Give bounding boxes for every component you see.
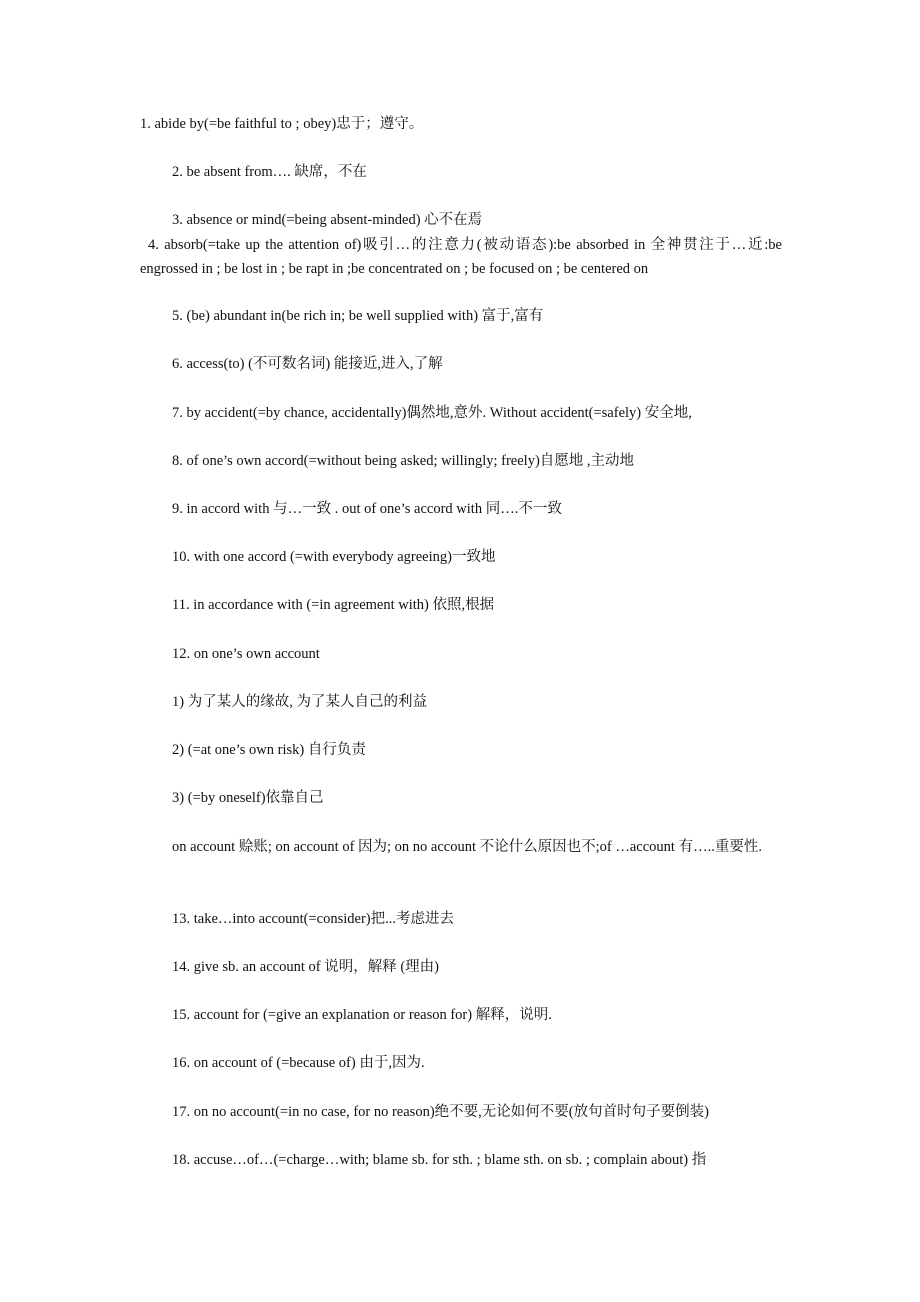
entry-7: 7. by accident(=by chance, accidentally)偶然地,意外. Without accident(=safely) 安全地,: [172, 405, 692, 421]
entry-12-sub-1: 1) 为了某人的缘故, 为了某人自己的利益: [172, 694, 427, 710]
entry-2: 2. be absent from…. 缺席，不在: [172, 164, 367, 180]
entry-15: 15. account for (=give an explanation or reason for) 解释，说明.: [172, 1007, 552, 1023]
entry-13: 13. take…into account(=consider)把...考虑进去: [172, 911, 454, 927]
entry-6: 6. access(to) (不可数名词) 能接近,进入,了解: [172, 356, 443, 372]
entry-5: 5. (be) abundant in(be rich in; be well supplied with) 富于,富有: [172, 308, 544, 324]
entry-1: 1. abide by(=be faithful to ; obey)忠于；遵守。: [140, 116, 424, 132]
entry-18: 18. accuse…of…(=charge…with; blame sb. for sth. ; blame sth. on sb. ; complain about) 指: [172, 1152, 707, 1168]
entry-8: 8. of one’s own accord(=without being asked; willingly; freely)自愿地 ,主动地: [172, 453, 635, 469]
entry-12: 12. on one’s own account: [172, 646, 320, 662]
entry-12-sub-3: 3) (=by oneself)依靠自己: [172, 790, 324, 806]
entry-16: 16. on account of (=because of) 由于,因为.: [172, 1055, 425, 1071]
entry-10: 10. with one accord (=with everybody agreeing)一致地: [172, 549, 496, 565]
entry-4: 4. absorb(=take up the attention of)吸引…的注意力(被动语态):be absorbed in 全神贯注于…近:be engrossed in ; be lost in ; be rapt in ;be concentrated on ; be focused on ; be centered on: [140, 237, 782, 277]
entry-12-sub-2: 2) (=at one’s own risk) 自行负责: [172, 742, 366, 758]
entry-11: 11. in accordance with (=in agreement with) 依照,根据: [172, 597, 495, 613]
entry-17: 17. on no account(=in no case, for no reason)绝不要,无论如何不要(放句首时句子要倒装): [172, 1104, 709, 1120]
entry-9: 9. in accord with 与…一致 . out of one’s accord with 同….不一致: [172, 501, 562, 517]
entry-14: 14. give sb. an account of 说明，解释 (理由): [172, 959, 439, 975]
account-note: on account 赊账; on account of 因为; on no account 不论什么原因也不;of …account 有…..重要性.: [172, 839, 762, 855]
entry-3: 3. absence or mind(=being absent-minded) 心不在焉: [172, 212, 483, 228]
